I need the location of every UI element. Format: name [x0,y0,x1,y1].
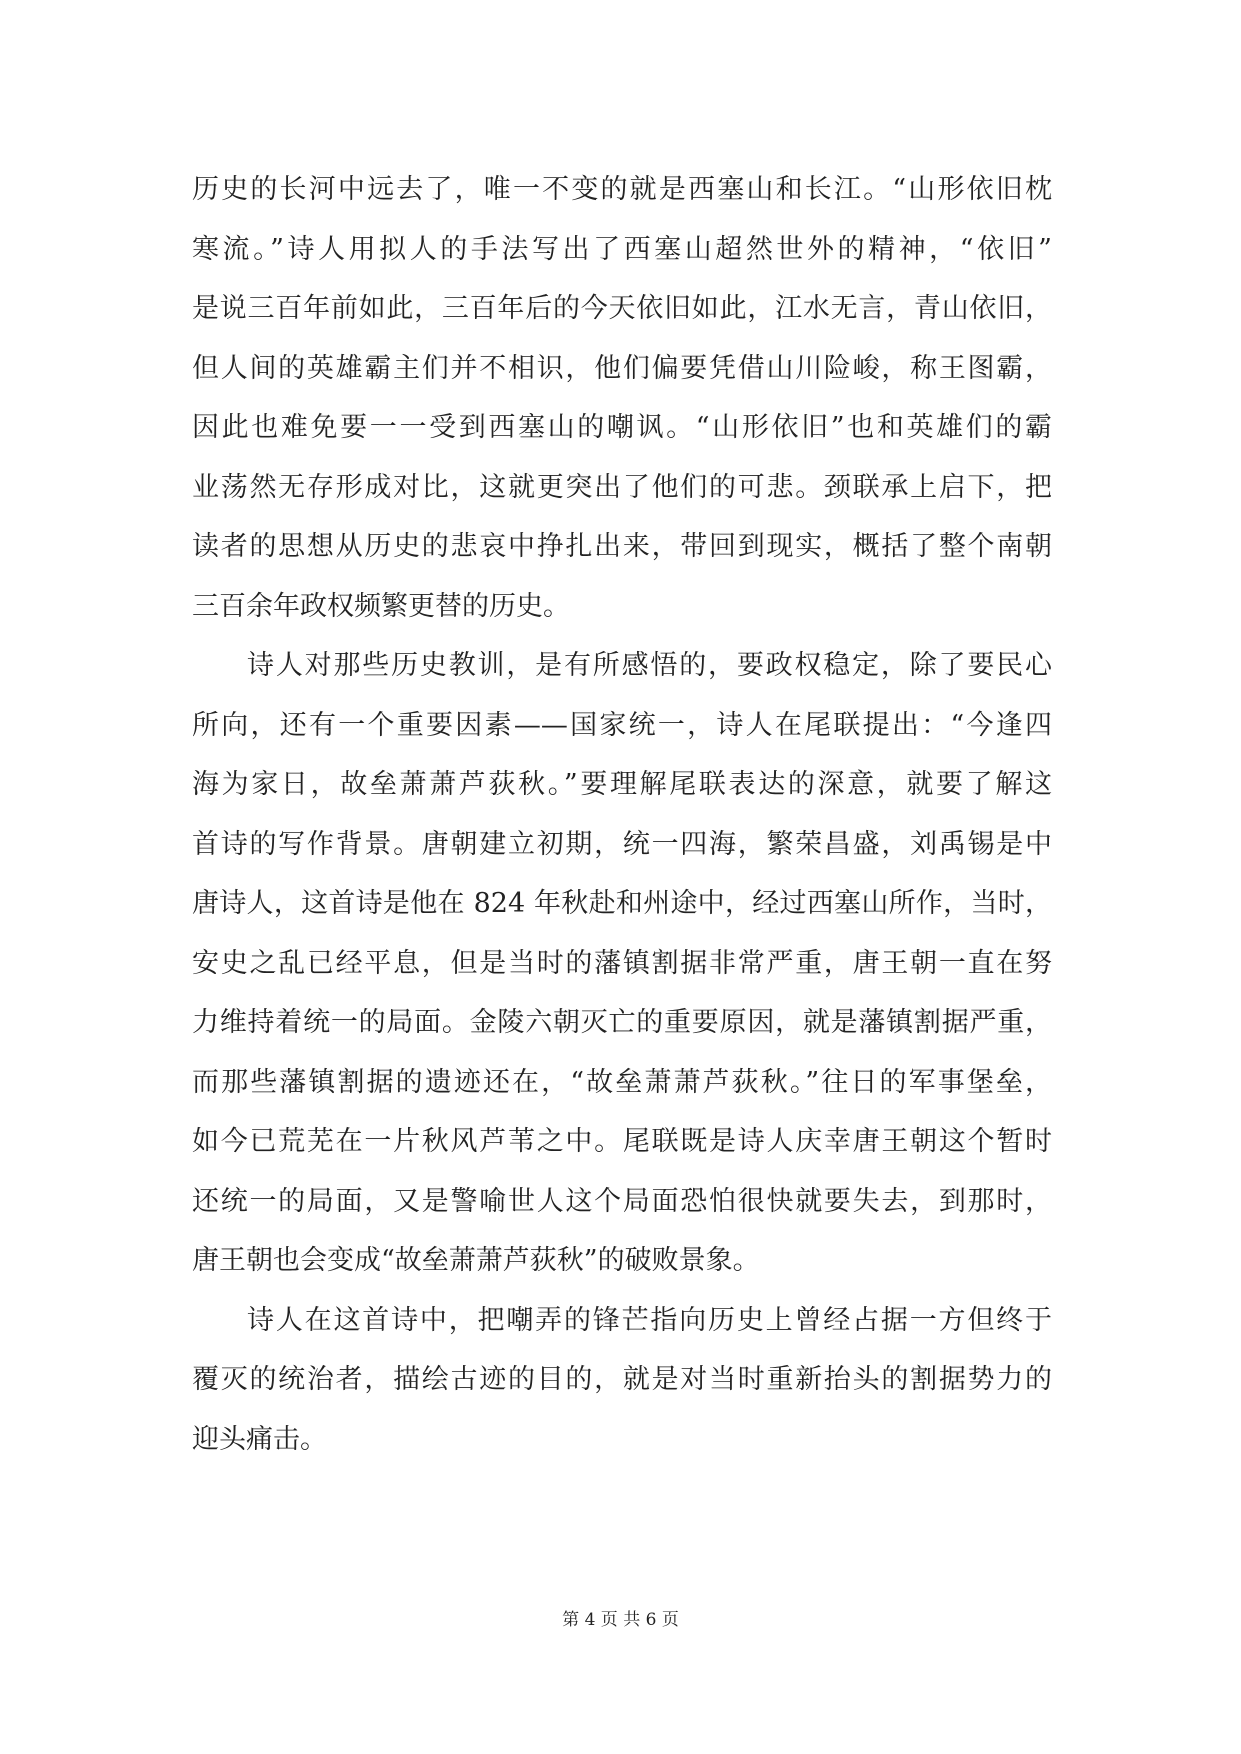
text-line: 诗人对那些历史教训，是有所感悟的，要政权稳定，除了要民心 [247,650,1052,681]
text-line: 如今已荒芜在一片秋风芦苇之中。尾联既是诗人庆幸唐王朝这个暂时 [192,1126,1052,1157]
text-line: 读者的思想从历史的悲哀中挣扎出来，带回到现实，概括了整个南朝 [192,531,1052,562]
page-number: 第 4 页 共 6 页 [562,1610,679,1630]
text-line: 力维持着统一的局面。金陵六朝灭亡的重要原因，就是藩镇割据严重， [192,1007,1052,1038]
text-line: 寒流。”诗人用拟人的手法写出了西塞山超然世外的精神，“依旧” [192,233,1052,265]
text-line: 海为家日，故垒萧萧芦荻秋。”要理解尾联表达的深意，就要了解这 [192,769,1052,800]
text-line: 而那些藩镇割据的遗迹还在，“故垒萧萧芦荻秋。”往日的军事堡垒， [192,1066,1052,1098]
text-line: 覆灭的统治者，描绘古迹的目的，就是对当时重新抬头的割据势力的 [192,1364,1052,1395]
text-line: 迎头痛击。 [192,1423,327,1455]
text-line: 安史之乱已经平息，但是当时的藩镇割据非常严重，唐王朝一直在努 [192,947,1052,979]
text-line: 是说三百年前如此，三百年后的今天依旧如此，江水无言，青山依旧， [192,293,1052,324]
text-line: 三百余年政权频繁更替的历史。 [192,590,570,622]
text-line: 还统一的局面，又是警喻世人这个局面恐怕很快就要失去，到那时， [192,1185,1052,1217]
text-line: 唐王朝也会变成“故垒萧萧芦荻秋”的破败景象。 [192,1245,760,1276]
text-line: 但人间的英雄霸主们并不相识，他们偏要凭借山川险峻，称王图霸， [192,352,1052,384]
text-line: 业荡然无存形成对比，这就更突出了他们的可悲。颈联承上启下，把 [192,471,1052,503]
text-line: 唐诗人，这首诗是他在 824 年秋赴和州途中，经过西塞山所作，当时， [192,888,1052,919]
text-line: 所向，还有一个重要因素——国家统一，诗人在尾联提出：“今逢四 [192,709,1052,741]
body-text [192,160,1052,1469]
text-line: 因此也难免要一一受到西塞山的嘲讽。“山形依旧”也和英雄们的霸 [192,412,1052,443]
text-line: 历史的长河中远去了，唯一不变的就是西塞山和长江。“山形依旧枕 [192,174,1052,205]
text-line: 首诗的写作背景。唐朝建立初期，统一四海，繁荣昌盛，刘禹锡是中 [192,828,1052,860]
text-line: 诗人在这首诗中，把嘲弄的锋芒指向历史上曾经占据一方但终于 [247,1304,1052,1336]
